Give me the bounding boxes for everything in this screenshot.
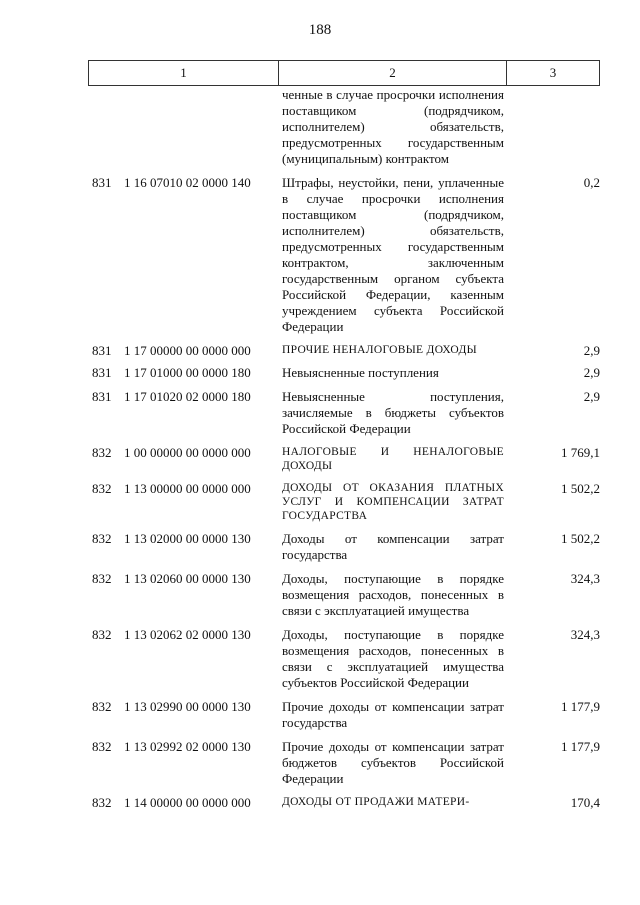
- table-row: [0, 365, 640, 381]
- revenue-name: Доходы, поступающие в порядке возмещения расходов, понесенных в связи с эксплуатацией имущества: [282, 571, 504, 618]
- amount-value: 0,2: [583, 175, 600, 190]
- revenue-name: Невыясненные поступления: [282, 365, 439, 380]
- column-header-1: 1: [89, 61, 279, 85]
- budget-code: 1 13 02060 00 0000 130: [124, 571, 251, 586]
- amount-value: 324,3: [570, 627, 600, 642]
- admin-code: 832: [92, 739, 112, 754]
- table-row: [0, 571, 640, 619]
- budget-code: 1 13 02062 02 0000 130: [124, 627, 251, 642]
- admin-code: 832: [92, 531, 112, 546]
- budget-code: 1 17 01000 00 0000 180: [124, 365, 251, 380]
- amount-value: 1 769,1: [561, 445, 600, 460]
- revenue-name: Доходы, поступающие в порядке возмещения расходов, понесенных в связи с эксплуатацией имущества субъектов Российской Федерации: [282, 627, 504, 690]
- table-row: [0, 343, 640, 357]
- revenue-name: Прочие доходы от компенсации затрат государства: [282, 699, 504, 730]
- admin-code: 832: [92, 445, 112, 460]
- column-header-2: 2: [279, 61, 507, 85]
- amount-value: 324,3: [570, 571, 600, 586]
- page-number: 188: [308, 22, 332, 38]
- budget-code: 1 13 02990 00 0000 130: [124, 699, 251, 714]
- amount-value: 2,9: [583, 365, 600, 380]
- amount-value: 1 177,9: [561, 699, 600, 714]
- table-row: [0, 627, 640, 691]
- amount-value: 2,9: [583, 343, 600, 358]
- revenue-name: ПРОЧИЕ НЕНАЛОГОВЫЕ ДОХОДЫ: [282, 344, 477, 356]
- budget-code: 1 13 02000 00 0000 130: [124, 531, 251, 546]
- table-row: [0, 389, 640, 437]
- table-header: [88, 60, 600, 86]
- amount-value: 1 502,2: [561, 481, 600, 496]
- admin-code: 831: [92, 389, 112, 404]
- table-row: [0, 175, 640, 335]
- admin-code: 831: [92, 343, 112, 358]
- amount-value: 170,4: [570, 795, 600, 810]
- revenue-name: Штрафы, неустойки, пени, уплаченные в случае просрочки исполнения поставщиком (подрядчиком, исполнителем) обязательств, предусмотренных государственным контрактом, заключенным государственным органом субъекта Российской Федерации, казенным учреждением субъекта Российской Федерации: [282, 175, 504, 334]
- admin-code: 832: [92, 699, 112, 714]
- budget-code: 1 17 01020 02 0000 180: [124, 389, 251, 404]
- admin-code: 832: [92, 627, 112, 642]
- table-row: [0, 739, 640, 787]
- revenue-name: ДОХОДЫ ОТ ОКАЗАНИЯ ПЛАТНЫХ УСЛУГ И КОМПЕНСАЦИИ ЗАТРАТ ГОСУДАРСТВА: [282, 482, 504, 522]
- budget-code: 1 00 00000 00 0000 000: [124, 445, 251, 460]
- admin-code: 832: [92, 571, 112, 586]
- amount-value: 1 177,9: [561, 739, 600, 754]
- admin-code: 831: [92, 365, 112, 380]
- admin-code: 832: [92, 795, 112, 810]
- revenue-name: ченные в случае просрочки исполнения поставщиком (подрядчиком, исполнителем) обязательств, предусмотренных государственным (муниципальным) контрактом: [282, 87, 504, 166]
- budget-code: 1 13 02992 02 0000 130: [124, 739, 251, 754]
- revenue-name: Доходы от компенсации затрат государства: [282, 531, 504, 562]
- table-row: [0, 445, 640, 473]
- revenue-name: Прочие доходы от компенсации затрат бюджетов субъектов Российской Федерации: [282, 739, 504, 786]
- budget-code: 1 13 00000 00 0000 000: [124, 481, 251, 496]
- table-row: [0, 87, 640, 167]
- table-row: [0, 699, 640, 731]
- budget-code: 1 16 07010 02 0000 140: [124, 175, 251, 190]
- admin-code: 832: [92, 481, 112, 496]
- table-row: [0, 795, 640, 809]
- table-row: [0, 481, 640, 523]
- amount-value: 1 502,2: [561, 531, 600, 546]
- revenue-name: Невыясненные поступления, зачисляемые в бюджеты субъектов Российской Федерации: [282, 389, 504, 436]
- budget-code: 1 17 00000 00 0000 000: [124, 343, 251, 358]
- revenue-name: ДОХОДЫ ОТ ПРОДАЖИ МАТЕРИ-: [282, 796, 470, 808]
- revenue-name: НАЛОГОВЫЕ И НЕНАЛОГОВЫЕ ДОХОДЫ: [282, 446, 504, 472]
- table-body: [0, 87, 640, 809]
- admin-code: 831: [92, 175, 112, 190]
- budget-code: 1 14 00000 00 0000 000: [124, 795, 251, 810]
- amount-value: 2,9: [583, 389, 600, 404]
- column-header-3: 3: [549, 65, 557, 80]
- table-row: [0, 531, 640, 563]
